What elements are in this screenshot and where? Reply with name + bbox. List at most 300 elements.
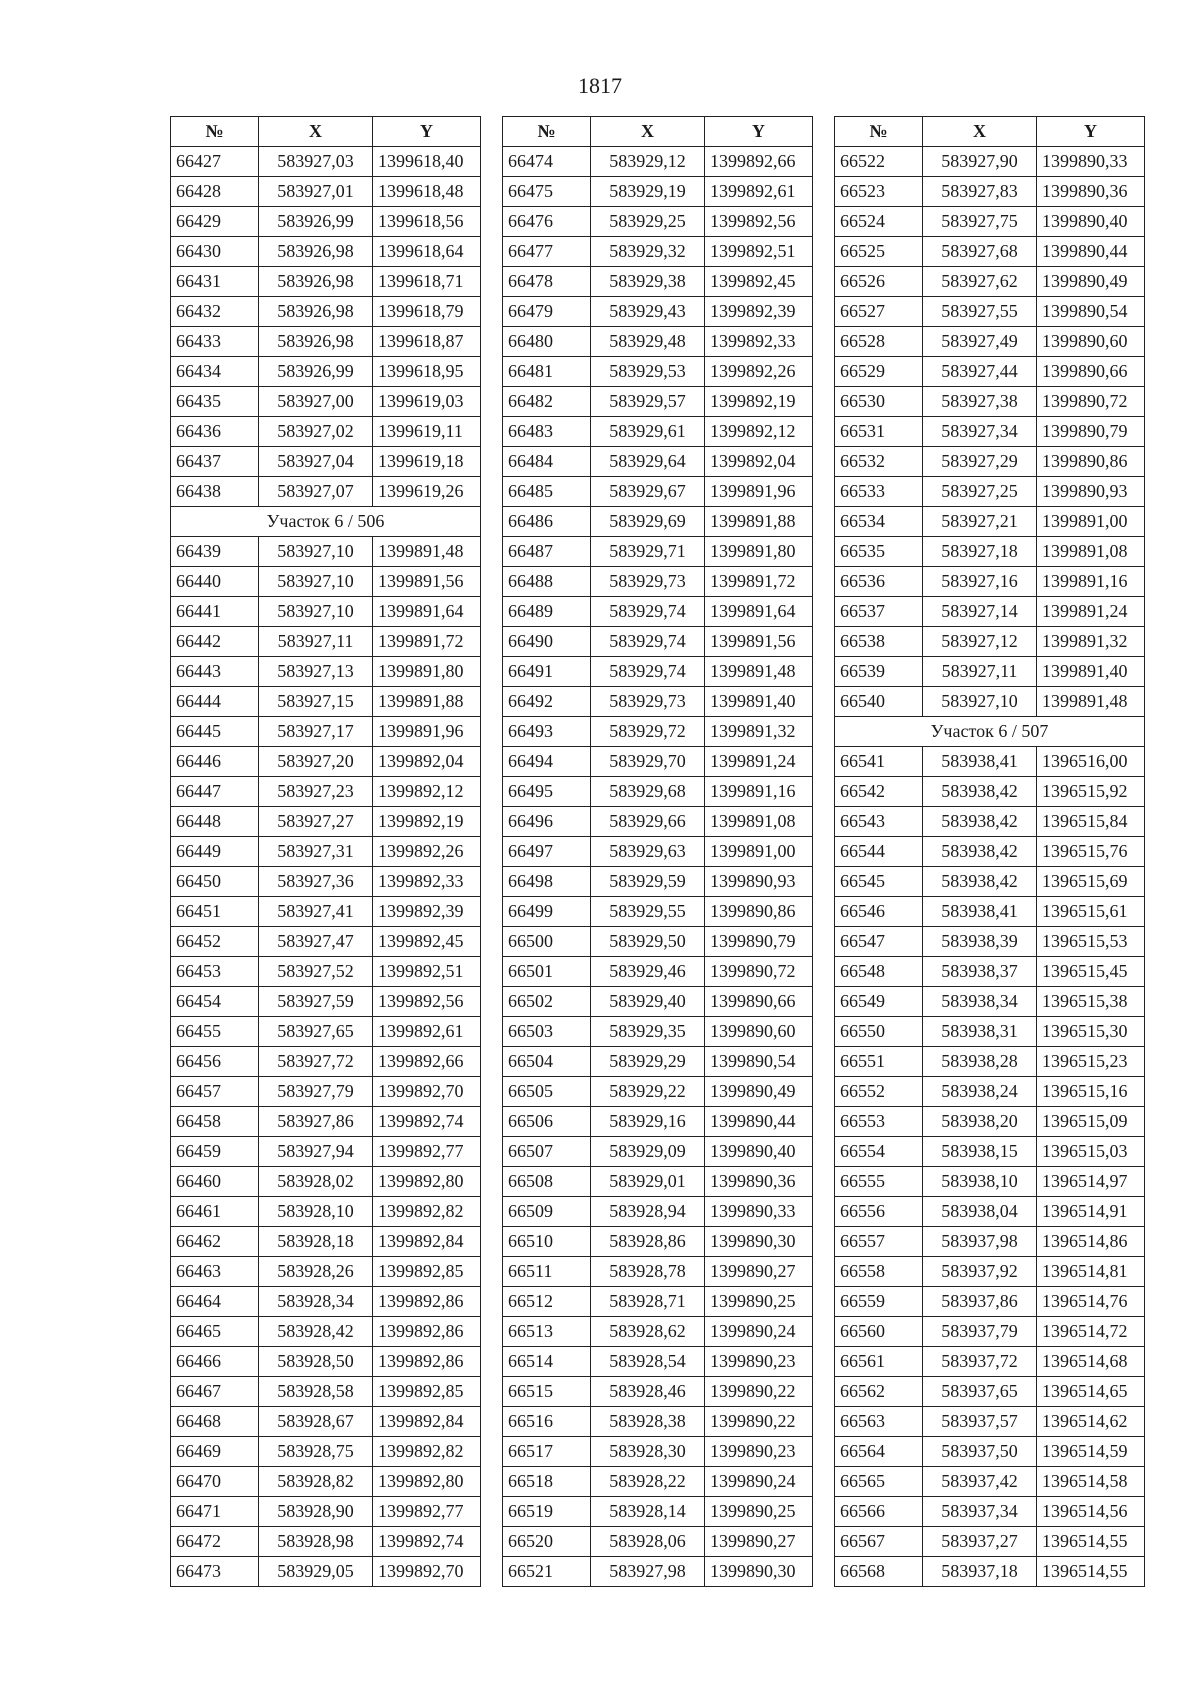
x-coordinate-cell: 583927,25 <box>923 477 1037 507</box>
table-row <box>503 537 813 567</box>
section-label: Участок 6 / 506 <box>171 507 481 537</box>
table-row <box>835 597 1145 627</box>
point-number-cell: 66507 <box>503 1137 591 1167</box>
table-row <box>835 747 1145 777</box>
x-coordinate-cell: 583928,54 <box>591 1347 705 1377</box>
table-row <box>171 717 481 747</box>
table-body <box>171 147 481 1587</box>
table-row <box>171 447 481 477</box>
point-number-cell: 66542 <box>835 777 923 807</box>
table-row <box>503 1287 813 1317</box>
point-number-cell: 66487 <box>503 537 591 567</box>
page-number: 1817 <box>578 73 622 98</box>
x-coordinate-cell: 583938,15 <box>923 1137 1037 1167</box>
point-number-cell: 66466 <box>171 1347 259 1377</box>
table-row <box>835 627 1145 657</box>
table-row <box>503 1497 813 1527</box>
y-coordinate-cell: 1399891,88 <box>705 507 813 537</box>
y-coordinate-cell: 1396514,81 <box>1037 1257 1145 1287</box>
y-coordinate-cell: 1399891,56 <box>373 567 481 597</box>
table-row <box>171 1317 481 1347</box>
y-coordinate-cell: 1399618,95 <box>373 357 481 387</box>
table-row <box>835 1017 1145 1047</box>
point-number-cell: 66524 <box>835 207 923 237</box>
point-number-cell: 66493 <box>503 717 591 747</box>
y-coordinate-cell: 1399618,87 <box>373 327 481 357</box>
table-row <box>835 297 1145 327</box>
x-coordinate-cell: 583938,41 <box>923 897 1037 927</box>
x-coordinate-cell: 583927,49 <box>923 327 1037 357</box>
y-coordinate-cell: 1399892,86 <box>373 1317 481 1347</box>
x-coordinate-cell: 583929,16 <box>591 1107 705 1137</box>
coordinates-table-3 <box>834 116 1145 1587</box>
y-coordinate-cell: 1399890,86 <box>1037 447 1145 477</box>
table-row <box>171 1167 481 1197</box>
table-row <box>503 147 813 177</box>
table-row <box>503 477 813 507</box>
table-row <box>835 1197 1145 1227</box>
table-row <box>503 1227 813 1257</box>
point-number-cell: 66544 <box>835 837 923 867</box>
x-coordinate-cell: 583928,30 <box>591 1437 705 1467</box>
y-coordinate-cell: 1399891,80 <box>705 537 813 567</box>
y-coordinate-cell: 1399892,12 <box>705 417 813 447</box>
point-number-cell: 66568 <box>835 1557 923 1587</box>
point-number-cell: 66505 <box>503 1077 591 1107</box>
table-row <box>503 807 813 837</box>
y-coordinate-cell: 1396515,53 <box>1037 927 1145 957</box>
x-coordinate-cell: 583928,26 <box>259 1257 373 1287</box>
section-label: Участок 6 / 507 <box>835 717 1145 747</box>
point-number-cell: 66532 <box>835 447 923 477</box>
x-coordinate-cell: 583927,44 <box>923 357 1037 387</box>
y-coordinate-cell: 1399892,74 <box>373 1527 481 1557</box>
x-coordinate-cell: 583927,29 <box>923 447 1037 477</box>
table-row <box>503 1467 813 1497</box>
x-coordinate-cell: 583928,98 <box>259 1527 373 1557</box>
x-coordinate-cell: 583928,46 <box>591 1377 705 1407</box>
y-coordinate-cell: 1399892,26 <box>705 357 813 387</box>
x-coordinate-cell: 583937,50 <box>923 1437 1037 1467</box>
point-number-cell: 66480 <box>503 327 591 357</box>
point-number-cell: 66506 <box>503 1107 591 1137</box>
point-number-cell: 66482 <box>503 387 591 417</box>
x-coordinate-cell: 583928,06 <box>591 1527 705 1557</box>
y-coordinate-cell: 1399890,25 <box>705 1287 813 1317</box>
point-number-cell: 66459 <box>171 1137 259 1167</box>
table-row <box>503 717 813 747</box>
y-coordinate-cell: 1399892,33 <box>373 867 481 897</box>
x-coordinate-cell: 583927,21 <box>923 507 1037 537</box>
table-row <box>171 687 481 717</box>
table-row <box>503 1347 813 1377</box>
point-number-cell: 66457 <box>171 1077 259 1107</box>
point-number-cell: 66535 <box>835 537 923 567</box>
y-coordinate-cell: 1399890,60 <box>1037 327 1145 357</box>
x-coordinate-cell: 583929,05 <box>259 1557 373 1587</box>
point-number-cell: 66484 <box>503 447 591 477</box>
point-number-cell: 66476 <box>503 207 591 237</box>
y-coordinate-cell: 1399890,33 <box>705 1197 813 1227</box>
point-number-cell: 66511 <box>503 1257 591 1287</box>
point-number-cell: 66513 <box>503 1317 591 1347</box>
x-coordinate-cell: 583927,17 <box>259 717 373 747</box>
table-row <box>503 747 813 777</box>
point-number-cell: 66553 <box>835 1107 923 1137</box>
point-number-cell: 66517 <box>503 1437 591 1467</box>
section-row <box>171 507 481 537</box>
point-number-cell: 66464 <box>171 1287 259 1317</box>
x-coordinate-cell: 583937,57 <box>923 1407 1037 1437</box>
table-row <box>835 477 1145 507</box>
point-number-cell: 66551 <box>835 1047 923 1077</box>
y-coordinate-cell: 1396515,69 <box>1037 867 1145 897</box>
table-row <box>503 987 813 1017</box>
table-row <box>171 1227 481 1257</box>
table-row <box>835 327 1145 357</box>
x-coordinate-cell: 583928,22 <box>591 1467 705 1497</box>
point-number-cell: 66444 <box>171 687 259 717</box>
x-coordinate-cell: 583929,46 <box>591 957 705 987</box>
x-coordinate-cell: 583926,98 <box>259 237 373 267</box>
y-coordinate-cell: 1399891,40 <box>705 687 813 717</box>
table-row <box>171 897 481 927</box>
x-coordinate-cell: 583937,86 <box>923 1287 1037 1317</box>
table-row <box>171 1347 481 1377</box>
table-row <box>171 237 481 267</box>
point-number-cell: 66512 <box>503 1287 591 1317</box>
point-number-cell: 66479 <box>503 297 591 327</box>
table-row <box>835 177 1145 207</box>
x-coordinate-cell: 583927,79 <box>259 1077 373 1107</box>
y-coordinate-cell: 1399891,40 <box>1037 657 1145 687</box>
y-coordinate-cell: 1399892,66 <box>373 1047 481 1077</box>
table-row <box>503 627 813 657</box>
x-coordinate-cell: 583928,94 <box>591 1197 705 1227</box>
y-coordinate-cell: 1399891,24 <box>705 747 813 777</box>
x-coordinate-cell: 583929,48 <box>591 327 705 357</box>
table-row <box>835 1167 1145 1197</box>
point-number-cell: 66501 <box>503 957 591 987</box>
column-header-number: № <box>835 117 923 147</box>
x-coordinate-cell: 583928,78 <box>591 1257 705 1287</box>
point-number-cell: 66561 <box>835 1347 923 1377</box>
table-row <box>503 387 813 417</box>
point-number-cell: 66439 <box>171 537 259 567</box>
y-coordinate-cell: 1399892,80 <box>373 1167 481 1197</box>
table-row <box>171 1017 481 1047</box>
point-number-cell: 66495 <box>503 777 591 807</box>
table-row <box>503 657 813 687</box>
point-number-cell: 66477 <box>503 237 591 267</box>
point-number-cell: 66452 <box>171 927 259 957</box>
x-coordinate-cell: 583937,65 <box>923 1377 1037 1407</box>
table-row <box>171 1287 481 1317</box>
y-coordinate-cell: 1396514,55 <box>1037 1527 1145 1557</box>
y-coordinate-cell: 1399891,80 <box>373 657 481 687</box>
x-coordinate-cell: 583929,38 <box>591 267 705 297</box>
point-number-cell: 66455 <box>171 1017 259 1047</box>
point-number-cell: 66448 <box>171 807 259 837</box>
table-row <box>503 417 813 447</box>
x-coordinate-cell: 583927,12 <box>923 627 1037 657</box>
point-number-cell: 66467 <box>171 1377 259 1407</box>
x-coordinate-cell: 583938,41 <box>923 747 1037 777</box>
x-coordinate-cell: 583927,47 <box>259 927 373 957</box>
y-coordinate-cell: 1399892,33 <box>705 327 813 357</box>
point-number-cell: 66428 <box>171 177 259 207</box>
x-coordinate-cell: 583927,15 <box>259 687 373 717</box>
table-row <box>171 147 481 177</box>
x-coordinate-cell: 583927,83 <box>923 177 1037 207</box>
y-coordinate-cell: 1399892,66 <box>705 147 813 177</box>
x-coordinate-cell: 583927,65 <box>259 1017 373 1047</box>
y-coordinate-cell: 1399892,86 <box>373 1287 481 1317</box>
x-coordinate-cell: 583929,29 <box>591 1047 705 1077</box>
table-body <box>835 147 1145 1587</box>
x-coordinate-cell: 583927,36 <box>259 867 373 897</box>
table-row <box>835 657 1145 687</box>
x-coordinate-cell: 583938,20 <box>923 1107 1037 1137</box>
y-coordinate-cell: 1399891,00 <box>705 837 813 867</box>
y-coordinate-cell: 1399891,48 <box>1037 687 1145 717</box>
table-row <box>835 417 1145 447</box>
table-row <box>503 1167 813 1197</box>
x-coordinate-cell: 583938,24 <box>923 1077 1037 1107</box>
y-coordinate-cell: 1399891,64 <box>705 597 813 627</box>
y-coordinate-cell: 1396515,61 <box>1037 897 1145 927</box>
x-coordinate-cell: 583927,11 <box>259 627 373 657</box>
point-number-cell: 66534 <box>835 507 923 537</box>
y-coordinate-cell: 1399891,00 <box>1037 507 1145 537</box>
table-row <box>503 1017 813 1047</box>
table-row <box>835 537 1145 567</box>
y-coordinate-cell: 1399892,61 <box>705 177 813 207</box>
x-coordinate-cell: 583929,32 <box>591 237 705 267</box>
point-number-cell: 66509 <box>503 1197 591 1227</box>
x-coordinate-cell: 583929,61 <box>591 417 705 447</box>
table-row <box>835 1227 1145 1257</box>
column-header-number: № <box>503 117 591 147</box>
y-coordinate-cell: 1399892,84 <box>373 1227 481 1257</box>
point-number-cell: 66558 <box>835 1257 923 1287</box>
y-coordinate-cell: 1399892,04 <box>705 447 813 477</box>
x-coordinate-cell: 583927,10 <box>259 537 373 567</box>
table-row <box>835 1527 1145 1557</box>
x-coordinate-cell: 583928,86 <box>591 1227 705 1257</box>
x-coordinate-cell: 583927,13 <box>259 657 373 687</box>
table-row <box>171 1557 481 1587</box>
point-number-cell: 66449 <box>171 837 259 867</box>
table-row <box>171 417 481 447</box>
point-number-cell: 66491 <box>503 657 591 687</box>
table-row <box>503 297 813 327</box>
point-number-cell: 66546 <box>835 897 923 927</box>
column-header-x: X <box>923 117 1037 147</box>
y-coordinate-cell: 1399619,03 <box>373 387 481 417</box>
y-coordinate-cell: 1399891,16 <box>705 777 813 807</box>
y-coordinate-cell: 1399891,56 <box>705 627 813 657</box>
x-coordinate-cell: 583927,02 <box>259 417 373 447</box>
x-coordinate-cell: 583937,27 <box>923 1527 1037 1557</box>
point-number-cell: 66563 <box>835 1407 923 1437</box>
y-coordinate-cell: 1399892,04 <box>373 747 481 777</box>
y-coordinate-cell: 1396515,03 <box>1037 1137 1145 1167</box>
x-coordinate-cell: 583926,99 <box>259 207 373 237</box>
x-coordinate-cell: 583937,72 <box>923 1347 1037 1377</box>
table-row <box>835 1467 1145 1497</box>
x-coordinate-cell: 583938,42 <box>923 867 1037 897</box>
y-coordinate-cell: 1399892,80 <box>373 1467 481 1497</box>
y-coordinate-cell: 1399890,44 <box>1037 237 1145 267</box>
y-coordinate-cell: 1399890,24 <box>705 1467 813 1497</box>
table-row <box>171 1077 481 1107</box>
y-coordinate-cell: 1399890,66 <box>1037 357 1145 387</box>
y-coordinate-cell: 1396516,00 <box>1037 747 1145 777</box>
table-row <box>835 807 1145 837</box>
coordinates-table-2 <box>502 116 813 1587</box>
table-row <box>171 387 481 417</box>
point-number-cell: 66461 <box>171 1197 259 1227</box>
table-row <box>171 627 481 657</box>
y-coordinate-cell: 1396514,91 <box>1037 1197 1145 1227</box>
y-coordinate-cell: 1399892,74 <box>373 1107 481 1137</box>
y-coordinate-cell: 1399892,77 <box>373 1137 481 1167</box>
x-coordinate-cell: 583927,16 <box>923 567 1037 597</box>
y-coordinate-cell: 1399890,27 <box>705 1257 813 1287</box>
table-row <box>171 267 481 297</box>
table-row <box>835 687 1145 717</box>
x-coordinate-cell: 583928,14 <box>591 1497 705 1527</box>
table-row <box>835 1047 1145 1077</box>
x-coordinate-cell: 583929,59 <box>591 867 705 897</box>
table-row <box>503 207 813 237</box>
y-coordinate-cell: 1399892,56 <box>705 207 813 237</box>
point-number-cell: 66462 <box>171 1227 259 1257</box>
table-row <box>835 1287 1145 1317</box>
x-coordinate-cell: 583928,58 <box>259 1377 373 1407</box>
point-number-cell: 66543 <box>835 807 923 837</box>
y-coordinate-cell: 1399892,82 <box>373 1437 481 1467</box>
x-coordinate-cell: 583927,14 <box>923 597 1037 627</box>
table-row <box>171 1377 481 1407</box>
table-row <box>835 207 1145 237</box>
y-coordinate-cell: 1399892,77 <box>373 1497 481 1527</box>
x-coordinate-cell: 583937,79 <box>923 1317 1037 1347</box>
y-coordinate-cell: 1399890,72 <box>705 957 813 987</box>
y-coordinate-cell: 1396514,72 <box>1037 1317 1145 1347</box>
x-coordinate-cell: 583928,34 <box>259 1287 373 1317</box>
point-number-cell: 66536 <box>835 567 923 597</box>
table-row <box>503 897 813 927</box>
x-coordinate-cell: 583938,28 <box>923 1047 1037 1077</box>
y-coordinate-cell: 1399891,88 <box>373 687 481 717</box>
point-number-cell: 66489 <box>503 597 591 627</box>
table-row <box>171 837 481 867</box>
y-coordinate-cell: 1399892,39 <box>373 897 481 927</box>
y-coordinate-cell: 1399892,51 <box>705 237 813 267</box>
x-coordinate-cell: 583938,42 <box>923 777 1037 807</box>
y-coordinate-cell: 1399890,33 <box>1037 147 1145 177</box>
x-coordinate-cell: 583926,98 <box>259 297 373 327</box>
x-coordinate-cell: 583927,52 <box>259 957 373 987</box>
x-coordinate-cell: 583927,27 <box>259 807 373 837</box>
x-coordinate-cell: 583938,10 <box>923 1167 1037 1197</box>
table-row <box>171 957 481 987</box>
table-row <box>835 567 1145 597</box>
point-number-cell: 66533 <box>835 477 923 507</box>
point-number-cell: 66550 <box>835 1017 923 1047</box>
point-number-cell: 66537 <box>835 597 923 627</box>
point-number-cell: 66494 <box>503 747 591 777</box>
point-number-cell: 66486 <box>503 507 591 537</box>
table-row <box>171 357 481 387</box>
point-number-cell: 66456 <box>171 1047 259 1077</box>
x-coordinate-cell: 583927,86 <box>259 1107 373 1137</box>
y-coordinate-cell: 1399892,70 <box>373 1077 481 1107</box>
y-coordinate-cell: 1399891,48 <box>373 537 481 567</box>
column-header-y: Y <box>373 117 481 147</box>
y-coordinate-cell: 1399892,19 <box>373 807 481 837</box>
x-coordinate-cell: 583927,10 <box>923 687 1037 717</box>
y-coordinate-cell: 1399890,72 <box>1037 387 1145 417</box>
y-coordinate-cell: 1399892,56 <box>373 987 481 1017</box>
point-number-cell: 66463 <box>171 1257 259 1287</box>
point-number-cell: 66515 <box>503 1377 591 1407</box>
point-number-cell: 66454 <box>171 987 259 1017</box>
point-number-cell: 66538 <box>835 627 923 657</box>
table-row <box>171 927 481 957</box>
x-coordinate-cell: 583937,42 <box>923 1467 1037 1497</box>
x-coordinate-cell: 583938,31 <box>923 1017 1037 1047</box>
point-number-cell: 66556 <box>835 1197 923 1227</box>
point-number-cell: 66490 <box>503 627 591 657</box>
y-coordinate-cell: 1396514,97 <box>1037 1167 1145 1197</box>
x-coordinate-cell: 583929,19 <box>591 177 705 207</box>
x-coordinate-cell: 583927,00 <box>259 387 373 417</box>
table-row <box>171 657 481 687</box>
point-number-cell: 66565 <box>835 1467 923 1497</box>
x-coordinate-cell: 583928,82 <box>259 1467 373 1497</box>
x-coordinate-cell: 583937,34 <box>923 1497 1037 1527</box>
x-coordinate-cell: 583929,35 <box>591 1017 705 1047</box>
point-number-cell: 66502 <box>503 987 591 1017</box>
point-number-cell: 66529 <box>835 357 923 387</box>
y-coordinate-cell: 1396514,86 <box>1037 1227 1145 1257</box>
table-row <box>171 1107 481 1137</box>
x-coordinate-cell: 583929,55 <box>591 897 705 927</box>
x-coordinate-cell: 583938,42 <box>923 837 1037 867</box>
table-row <box>503 357 813 387</box>
table-header-row <box>503 117 813 147</box>
x-coordinate-cell: 583928,02 <box>259 1167 373 1197</box>
point-number-cell: 66508 <box>503 1167 591 1197</box>
x-coordinate-cell: 583929,64 <box>591 447 705 477</box>
y-coordinate-cell: 1399890,23 <box>705 1347 813 1377</box>
table-row <box>835 1137 1145 1167</box>
y-coordinate-cell: 1399890,23 <box>705 1437 813 1467</box>
y-coordinate-cell: 1399891,72 <box>373 627 481 657</box>
table-row <box>503 567 813 597</box>
point-number-cell: 66510 <box>503 1227 591 1257</box>
x-coordinate-cell: 583928,75 <box>259 1437 373 1467</box>
x-coordinate-cell: 583938,39 <box>923 927 1037 957</box>
point-number-cell: 66528 <box>835 327 923 357</box>
table-row <box>835 1257 1145 1287</box>
point-number-cell: 66560 <box>835 1317 923 1347</box>
table-row <box>171 1197 481 1227</box>
y-coordinate-cell: 1399618,56 <box>373 207 481 237</box>
